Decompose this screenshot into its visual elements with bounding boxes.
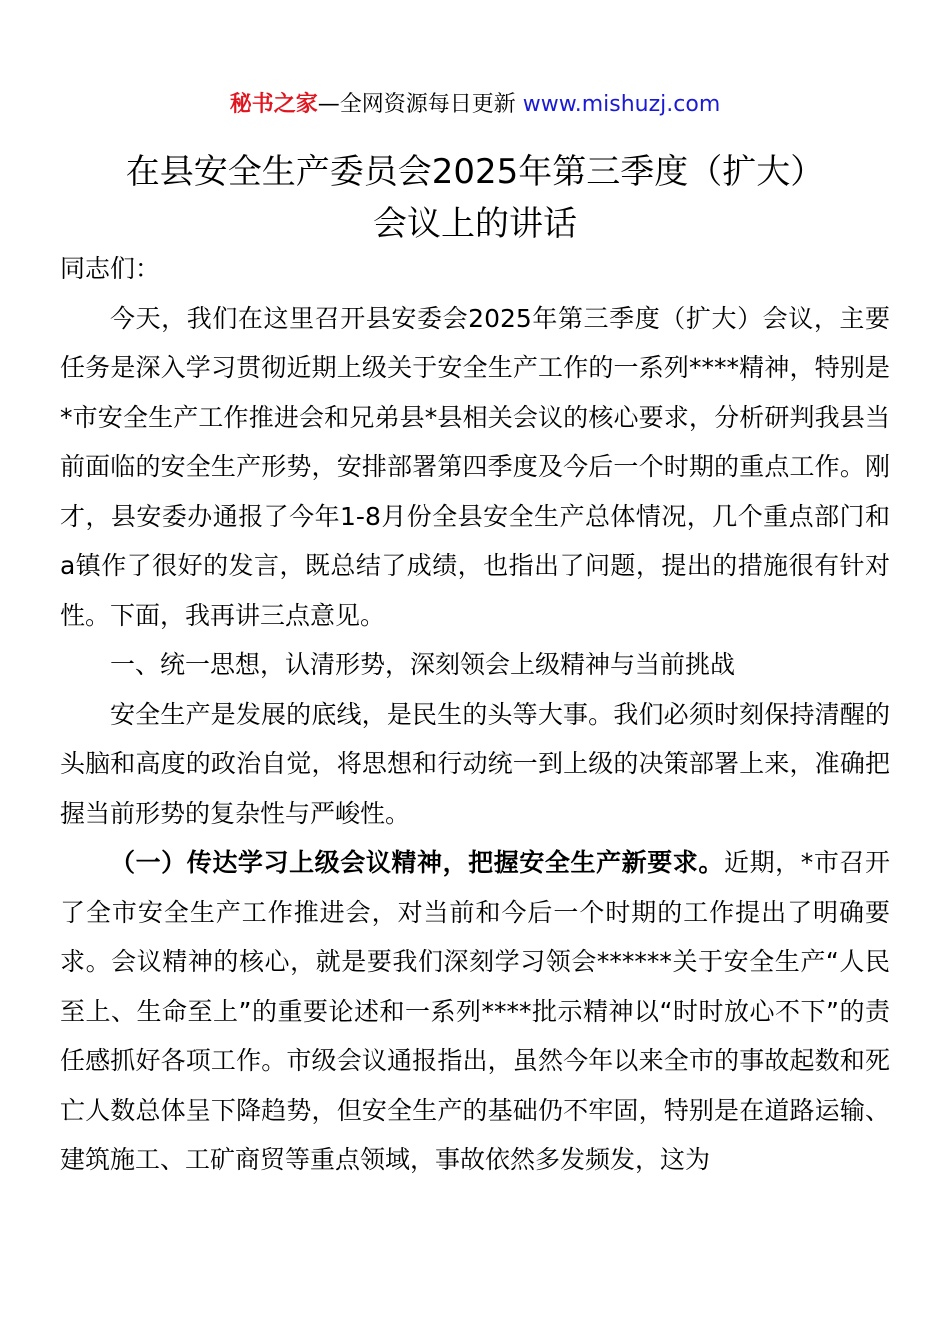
site-url-link[interactable]: www.mishuzj.com (522, 92, 721, 117)
subsection-1-heading: （一）传达学习上级会议精神，把握安全生产新要求。 (110, 848, 724, 877)
site-brand: 秘书之家 (229, 92, 318, 117)
site-tagline: —全网资源每日更新 (317, 92, 523, 117)
document-title (60, 146, 890, 250)
subsection-1 (60, 838, 890, 1185)
title-line-1: 在县安全生产委员会2025年第三季度（扩大） (125, 152, 825, 192)
site-header (0, 88, 950, 122)
document-body (60, 244, 890, 1185)
title-line-2: 会议上的讲话 (373, 204, 577, 244)
paragraph-section-1: 安全生产是发展的底线，是民生的头等大事。我们必须时刻保持清醒的头脑和高度的政治自觉，将思想和行动统一到上级的决策部署上来，准确把握当前形势的复杂性与严峻性。 (60, 699, 890, 828)
paragraph-intro: 今天，我们在这里召开县安委会2025年第三季度（扩大）会议，主要任务是深入学习贯彻近期上级关于安全生产工作的一系列****精神，特别是*市安全生产工作推进会和兄弟县*县相关会议的核心要求，分析研判我县当前面临的安全生产形势，安排部署第四季度及今后一个时期的重点工作。刚才，县安委办通报了今年1-8月份全县安全生产总体情况，几个重点部门和a镇作了很好的发言，既总结了成绩，也指出了问题，提出的措施很有针对性。下面，我再讲三点意见。 (60, 303, 890, 630)
section-heading-1: 一、统一思想，认清形势，深刻领会上级精神与当前挑战 (110, 650, 736, 679)
salutation: 同志们： (60, 254, 161, 283)
subsection-1-text: 近期，*市召开了全市安全生产工作推进会，对当前和今后一个时期的工作提出了明确要求。会议精神的核心，就是要我们深刻学习领会******关于安全生产“人民至上、生命至上”的重要论述和一系列****批示精神以“时时放心不下”的责任感抓好各项工作。市级会议通报指出，虽然今年以来全市的事故起数和死亡人数总体呈下降趋势，但安全生产的基础仍不牢固，特别是在道路运输、建筑施工、工矿商贸等重点领域，事故依然多发频发，这为 (60, 848, 890, 1174)
